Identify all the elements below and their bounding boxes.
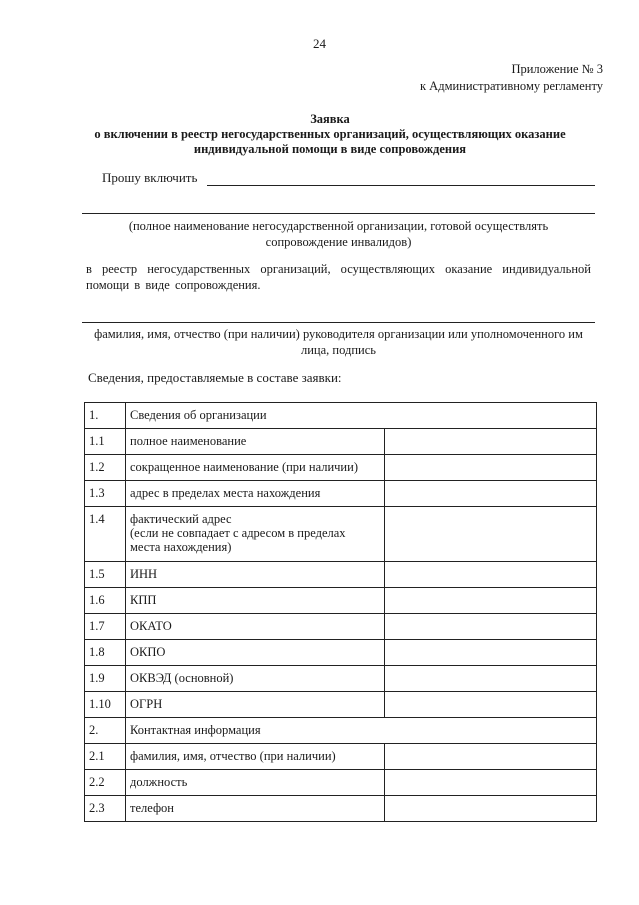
row-number: 1.2 <box>85 455 126 481</box>
field-value-cell[interactable] <box>385 562 597 588</box>
field-label-line: места нахождения) <box>130 540 232 554</box>
field-label: сокращенное наименование (при наличии) <box>126 455 385 481</box>
field-label <box>126 507 385 562</box>
field-value-cell[interactable] <box>385 770 597 796</box>
field-label: полное наименование <box>126 429 385 455</box>
row-number: 1.5 <box>85 562 126 588</box>
field-label: ИНН <box>126 562 385 588</box>
row-number: 2.1 <box>85 744 126 770</box>
field-label: КПП <box>126 588 385 614</box>
org-name-note-line-2: сопровождение инвалидов) <box>265 235 412 249</box>
org-name-note <box>82 218 595 250</box>
field-label: ОКПО <box>126 640 385 666</box>
field-value-cell[interactable] <box>385 666 597 692</box>
table-row <box>85 796 597 822</box>
info-table-body <box>85 403 597 822</box>
field-value-cell[interactable] <box>385 614 597 640</box>
row-number: 1.4 <box>85 507 126 562</box>
table-section-row <box>85 403 597 429</box>
table-row <box>85 481 597 507</box>
row-number: 2.2 <box>85 770 126 796</box>
row-number: 1.6 <box>85 588 126 614</box>
field-label: ОКВЭД (основной) <box>126 666 385 692</box>
row-number: 2.3 <box>85 796 126 822</box>
appendix-line-1: Приложение № 3 <box>511 62 603 76</box>
signature-blank-line[interactable] <box>82 322 595 323</box>
org-name-blank-line-1[interactable] <box>207 185 595 186</box>
field-label: фамилия, имя, отчество (при наличии) <box>126 744 385 770</box>
registry-paragraph: в реестр негосударственных организаций, осуществляющих оказание индивидуальной помощи в виде сопровождения. <box>86 262 591 292</box>
org-name-blank-line-2[interactable] <box>82 213 595 214</box>
field-value-cell[interactable] <box>385 429 597 455</box>
request-label: Прошу включить <box>102 170 198 185</box>
field-label: ОГРН <box>126 692 385 718</box>
row-number: 1.9 <box>85 666 126 692</box>
field-value-cell[interactable] <box>385 744 597 770</box>
page-number: 24 <box>313 36 326 51</box>
table-row <box>85 455 597 481</box>
table-row <box>85 666 597 692</box>
field-label-line: фактический адрес <box>130 512 232 526</box>
table-row <box>85 614 597 640</box>
field-label: телефон <box>126 796 385 822</box>
row-number: 1.7 <box>85 614 126 640</box>
field-value-cell[interactable] <box>385 588 597 614</box>
title-line-2: о включении в реестр негосударственных организаций, осуществляющих оказание <box>94 127 566 141</box>
signature-note <box>82 326 595 358</box>
title-line-3: индивидуальной помощи в виде сопровождения <box>193 142 467 156</box>
table-row <box>85 744 597 770</box>
table-row <box>85 640 597 666</box>
table-row <box>85 507 597 562</box>
row-number: 1.10 <box>85 692 126 718</box>
appendix-line-2: к Административному регламенту <box>419 79 603 93</box>
table-row <box>85 429 597 455</box>
field-label: должность <box>126 770 385 796</box>
document-title <box>60 112 600 157</box>
appendix-reference <box>420 61 603 95</box>
title-line-1: Заявка <box>310 112 350 126</box>
table-row <box>85 692 597 718</box>
field-value-cell[interactable] <box>385 481 597 507</box>
row-number: 2. <box>85 718 126 744</box>
field-value-cell[interactable] <box>385 640 597 666</box>
field-label: ОКАТО <box>126 614 385 640</box>
row-number: 1.1 <box>85 429 126 455</box>
table-intro: Сведения, предоставляемые в составе заявки: <box>88 370 342 385</box>
field-value-cell[interactable] <box>385 692 597 718</box>
field-label-line: (если не совпадает с адресом в пределах <box>130 526 346 540</box>
section-heading: Контактная информация <box>126 718 597 744</box>
row-number: 1.3 <box>85 481 126 507</box>
field-value-cell[interactable] <box>385 796 597 822</box>
org-name-note-line-1: (полное наименование негосударственной организации, готовой осуществлять <box>128 219 549 233</box>
row-number: 1. <box>85 403 126 429</box>
field-value-cell[interactable] <box>385 455 597 481</box>
row-number: 1.8 <box>85 640 126 666</box>
field-value-cell[interactable] <box>385 507 597 562</box>
application-info-table <box>84 402 597 822</box>
section-heading: Сведения об организации <box>126 403 597 429</box>
table-row <box>85 770 597 796</box>
table-row <box>85 562 597 588</box>
table-section-row <box>85 718 597 744</box>
signature-note-line-1: фамилия, имя, отчество (при наличии) руководителя организации или уполномоченного им <box>94 327 583 341</box>
field-label: адрес в пределах места нахождения <box>126 481 385 507</box>
table-row <box>85 588 597 614</box>
signature-note-line-2: лица, подпись <box>301 343 376 357</box>
